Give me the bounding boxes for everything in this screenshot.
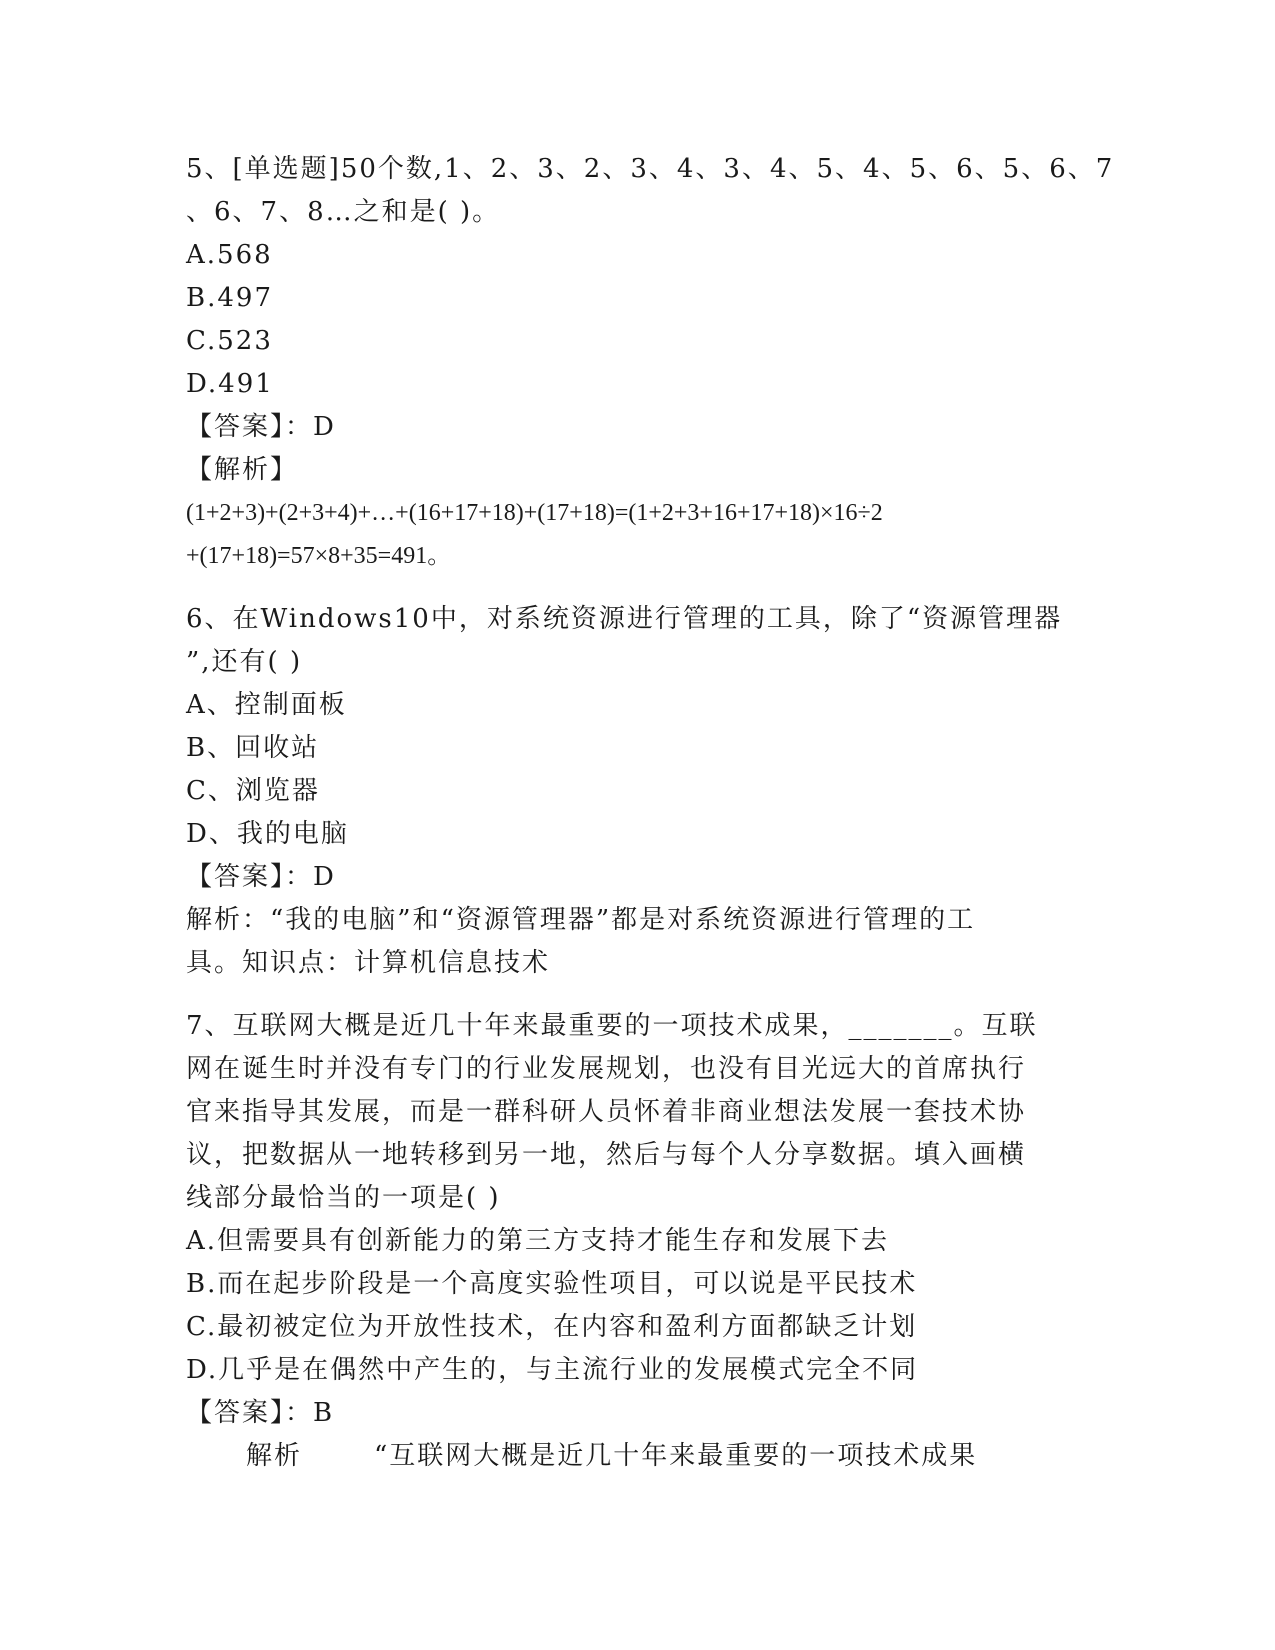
analysis-line (186, 1435, 1086, 1478)
question-stem: 、6、7、8…之和是( )。 (186, 197, 501, 227)
option-d: D、我的电脑 (186, 819, 349, 849)
question-stem: 7、互联网大概是近几十年来最重要的一项技术成果，_______。互联 (186, 1011, 1038, 1041)
question-5 (186, 148, 1115, 578)
question-stem: 官来指导其发展，而是一群科研人员怀着非商业想法发展一套技术协 (186, 1097, 1027, 1127)
option-b: B.而在起步阶段是一个高度实验性项目，可以说是平民技术 (186, 1269, 918, 1299)
question-stem: 线部分最恰当的一项是( ) (186, 1183, 501, 1213)
analysis-label: 解析 (246, 1441, 303, 1471)
analysis-text: 解析：“我的电脑”和“资源管理器”都是对系统资源进行管理的工 (186, 905, 976, 935)
option-c: C、浏览器 (186, 776, 320, 806)
question-stem: 议，把数据从一地转移到另一地，然后与每个人分享数据。填入画横 (186, 1140, 1027, 1170)
analysis-formula: +(17+18)=57×8+35=491。 (186, 543, 452, 569)
analysis-label: 【解析】 (186, 455, 299, 485)
option-b: B.497 (186, 283, 273, 313)
answer-line: 【答案】：D (186, 412, 336, 442)
analysis-text: 具。知识点：计算机信息技术 (186, 948, 551, 978)
option-c: C.最初被定位为开放性技术，在内容和盈利方面都缺乏计划 (186, 1312, 918, 1342)
question-6 (186, 598, 1086, 985)
option-a: A、控制面板 (186, 690, 347, 720)
option-a: A.568 (186, 240, 273, 270)
option-a: A.但需要具有创新能力的第三方支持才能生存和发展下去 (186, 1226, 890, 1256)
question-stem: 网在诞生时并没有专门的行业发展规划，也没有目光远大的首席执行 (186, 1054, 1027, 1084)
question-stem: ”,还有( ) (186, 647, 303, 677)
option-b: B、回收站 (186, 733, 320, 763)
option-d: D.491 (186, 369, 274, 399)
answer-line: 【答案】：D (186, 862, 336, 892)
option-d: D.几乎是在偶然中产生的，与主流行业的发展模式完全不同 (186, 1355, 919, 1385)
analysis-formula: (1+2+3)+(2+3+4)+…+(16+17+18)+(17+18)=(1+2+3+16+17+18)×16÷2 (186, 500, 883, 526)
question-stem: 6、在Windows10中，对系统资源进行管理的工具，除了“资源管理器 (186, 604, 1063, 634)
question-stem: 5、[单选题]50个数,1、2、3、2、3、4、3、4、5、4、5、6、5、6、7 (186, 154, 1115, 184)
option-c: C.523 (186, 326, 273, 356)
question-7 (186, 1005, 1086, 1478)
answer-line: 【答案】：B (186, 1398, 335, 1428)
analysis-text: “互联网大概是近几十年来最重要的一项技术成果 (374, 1441, 978, 1471)
document-page (186, 148, 1115, 1478)
